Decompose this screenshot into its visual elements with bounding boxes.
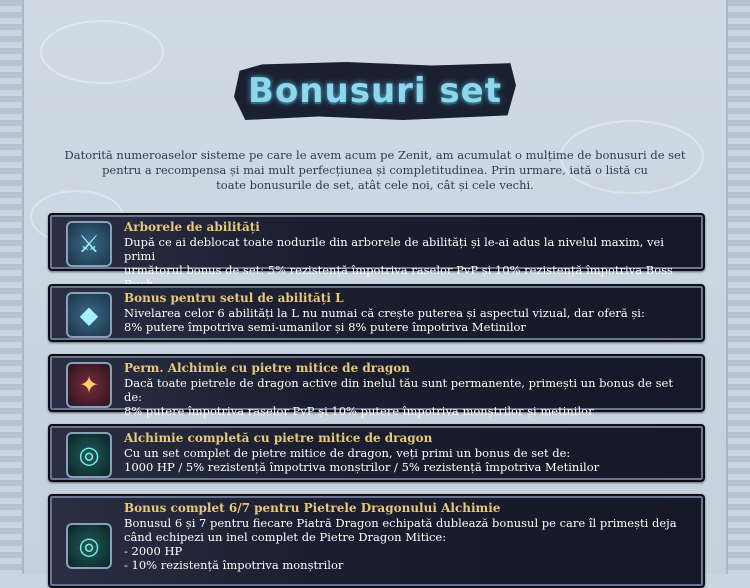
dragon-stones-icon: ✦ <box>66 362 112 408</box>
crystal-icon: ◆ <box>66 292 112 338</box>
card-text: Cu un set complet de pietre mitice de dragon, veți primi un bonus de set de: 1000 HP / 5% rezistență împotriva monștrilor / 5% rezistență împotriva Metinilor <box>124 446 600 474</box>
set-bonus-card-skill-tree <box>48 213 705 277</box>
intro-line: Datorită numeroaselor sisteme pe care le avem acum pe Zenit, am acumulat o mulțime de bonusuri de set <box>64 148 686 162</box>
card-title: Perm. Alchimie cu pietre mitice de dragon <box>124 361 410 375</box>
cloud-ornament <box>40 20 164 84</box>
card-title: Bonus complet 6/7 pentru Pietrele Dragonului Alchimie <box>124 501 501 515</box>
intro-line: toate bonusurile de set, atât cele noi, cât și cele vechi. <box>216 178 534 192</box>
card-text: După ce ai deblocat toate nodurile din arborele de abilități și le-ai adus la nivelul maxim, vei primi următorul bonus de set: 5% rezistență împotriva raselor PvP și 10% rezistență împotriva Boss <box>124 235 673 277</box>
card-title: Alchimie completă cu pietre mitice de dragon <box>124 431 433 445</box>
card-text: Bonusul 6 și 7 pentru fiecare Piatră Dragon echipată dublează bonusul pe care îl primești deja când echipezi un inel complet de Pietre Dragon Mitice: - 2000 HP - 10% rezistență împotriva monștrilor <box>124 516 677 572</box>
page-title: Bonusuri set <box>248 71 502 111</box>
dragon-ring-icon: ◎ <box>66 432 112 478</box>
intro-paragraph <box>60 148 690 193</box>
right-ornament-border <box>726 0 750 574</box>
set-bonus-card-perm-alchemy <box>48 354 705 418</box>
set-bonus-card-skill-l <box>48 284 705 342</box>
crossed-swords-icon: ⚔ <box>66 221 112 267</box>
dragon-ring-icon: ◎ <box>66 523 112 569</box>
intro-line: pentru a recompensa și mai mult perfecțiunea și completitudinea. Prin urmare, iată o listă cu <box>102 163 648 177</box>
card-title: Bonus pentru setul de abilități L <box>124 291 344 305</box>
card-title: Arborele de abilități <box>124 220 260 234</box>
card-text: Nivelarea celor 6 abilități la L nu numai că crește puterea și aspectul vizual, dar oferă și: 8% putere împotriva semi-umanilor și 8% putere împotriva Metinilor <box>124 306 645 334</box>
left-ornament-border <box>0 0 24 574</box>
card-text: Dacă toate pietrele de dragon active din inelul tău sunt permanente, primești un bonus de set de: 8% putere împotriva raselor PvP și 10% putere împotriva monștrilor și metinilor <box>124 376 673 418</box>
set-bonus-card-full-alchemy <box>48 424 705 482</box>
